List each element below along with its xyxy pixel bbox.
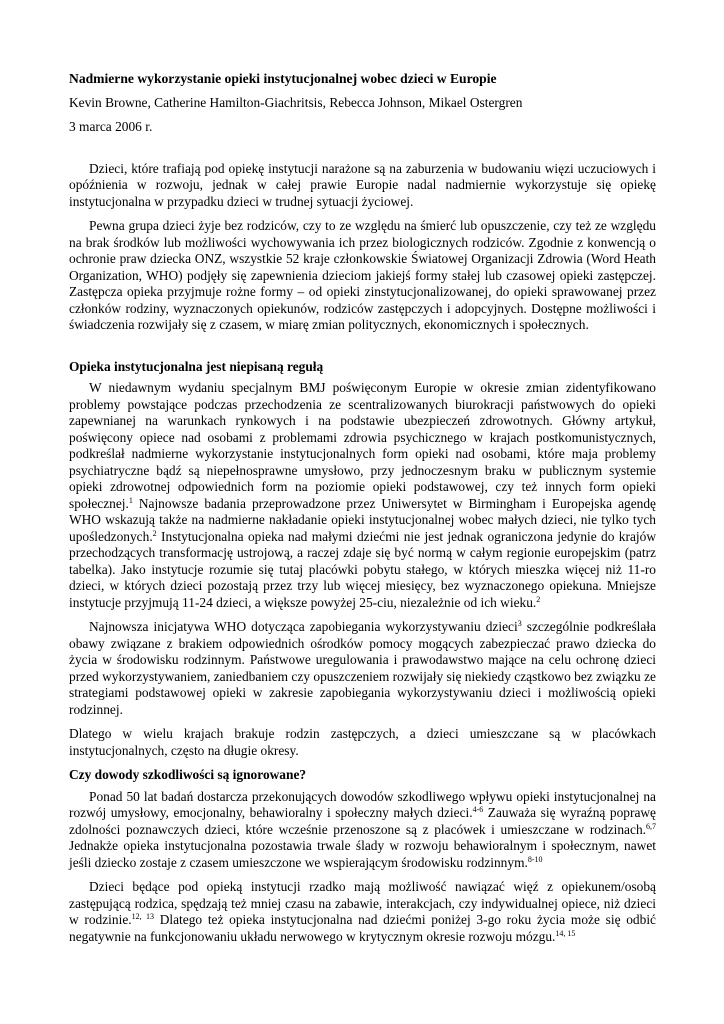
section-heading-institutional-care: Opieka instytucjonalna jest niepisaną regułą	[69, 358, 324, 374]
footnote-ref: 12, 13	[131, 912, 154, 921]
document-authors: Kevin Browne, Catherine Hamilton-Giachritsis, Rebecca Johnson, Mikael Ostergren	[69, 94, 523, 110]
intro-paragraph-2: Pewna grupa dzieci żyje bez rodziców, czy to ze względu na śmierć lub opuszczenie, czy też ze względu na brak środków lub możliwości wychowywania ich przez biologicznych rodziców. Zgodnie z konwencją o ochronie praw dziecka ONZ, wszystkie 52 kraje członkowskie Światowej Organizacji Zdrowia (Word Heath Organization, WHO) podjęły się zapewnienia dzieciom jakiejś formy stałej lub czasowej opieki zastępczej. Zastępcza opieka przyjmuje rożne formy – od opieki zinstytucjonalizowanej, do opieki sprawowanej przez członków rodziny, wyznaczonych opiekunów, rodziców zastępczych i adopcyjnych. Dostępne możliwości i świadczenia rozwijały się z czasem, w miarę zmian politycznych, ekonomicznych i społecznych.	[69, 218, 656, 332]
intro-paragraph-1: Dzieci, które trafiają pod opiekę instytucji narażone są na zaburzenia w budowaniu więzi uczuciowych i opóźnienia w rozwoju, jednak w całej prawie Europie nadal nadmiernie wykorzystuje się opiekę instytucjonalna w przypadku dzieci w trudnej sytuacji życiowej.	[69, 160, 656, 209]
section1-paragraph-3: Dlatego w wielu krajach brakuje rodzin zastępczych, a dzieci umieszczane są w placówkach instytucjonalnych, często na długie okresy.	[69, 726, 656, 758]
paragraph-text: Jednakże opieka instytucjonalna pozostawia trwale ślady w rozwoju behawioralnym i społecznym, nawet jeśli dziecko zostaje z czasem umieszczone we wspierającym środowisku rodzinnym.	[69, 838, 656, 870]
section2-paragraph-1	[69, 789, 656, 872]
document-date: 3 marca 2006 r.	[69, 119, 153, 134]
section1-paragraph-2	[69, 619, 656, 718]
section-heading-evidence-ignored: Czy dowody szkodliwości są ignorowane?	[69, 767, 307, 782]
paragraph-text: Dzieci będące pod opieką instytucji rzadko mają możliwość nawiązać więź z opiekunem/osobą zastępującą rodzica, spędzają też mniej czasu na zabawie, interakcjach, czy indywidualnej opiece, niż dzieci w rodzinie.	[69, 879, 656, 927]
footnote-ref: 8-10	[527, 854, 543, 864]
footnote-ref: 1	[128, 495, 133, 505]
footnote-ref: 2	[536, 594, 541, 604]
paragraph-text: Ponad 50 lat badań dostarcza przekonujących dowodów szkodliwego wpływu opieki instytucjonalnej na rozwój umysłowy, emocjonalny, behawioralny i społeczny małych dzieci.	[69, 788, 656, 820]
paragraph-text: Dlatego też opieka instytucjonalna nad dziećmi poniżej 3-go roku życia może się odbić negatywnie na funkcjonowaniu układu nerwowego w krytycznym okresie rozwoju mózgu.	[69, 912, 656, 944]
section2-paragraph-2	[69, 879, 656, 945]
paragraph-text: Instytucjonalna opieka nad małymi dziećmi nie jest jednak ograniczona jedynie do krajów przechodzących transformację ustrojową, a raczej zdaje się być normą w całym regionie europejskim (patrz tabelka). Jako instytucje rozumie się tutaj placówki pobytu stałego, w których mieszka więcej niż 11-ro dzieci, w których dzieci pozostają przez trzy lub więcej miesięcy, bez wyznaczonego opiekuna. Mniejsze instytucje przyjmują 11-24 dzieci, a większe powyżej 25-ciu, niezależnie od ich wieku.	[69, 528, 656, 610]
paragraph-text: Najnowsze badania przeprowadzone przez Uniwersytet w Birmingham i Europejska agendę WHO wskazują także na nadmierne nakładanie opieki instytucjonalnej wobec małych dzieci, nie tylko tych upośledzonych.	[69, 495, 656, 544]
footnote-ref: 4-6	[472, 805, 484, 814]
paragraph-text: W niedawnym wydaniu specjalnym BMJ poświęconym Europie w okresie zmian zidentyfikowano problemy powstające podczas przechodzenia ze scentralizowanych biurokracji państwowych do opieki zapewnianej na warunkach rynkowych i na podstawie ubezpieczeń zdrowotnych. Główny artykuł, poświęcony opiece nad osobami z problemami zdrowia psychicznego w krajach postkomunistycznych, podkreślał nadmierne wykorzystanie instytucjonalnych form opieki nad osobami, które maja problemy psychiatryczne bądź są niepełnosprawne umysłowo, przy jednoczesnym braku w publicznym systemie opieki zdrowotnej odpowiednich form na poziomie opieki podstawowej, czy też innych form opieki społecznej.	[69, 380, 656, 511]
paragraph-text: Najnowsza inicjatywa WHO dotycząca zapobiegania wykorzystywaniu dzieci	[89, 619, 518, 634]
footnote-ref: 3	[517, 619, 522, 628]
document-page	[69, 71, 656, 953]
paragraph-text: szczególnie podkreślała obawy związane z brakiem odpowiednich ośrodków pomocy mogących zabezpieczać prawo dziecka do życia w środowisku rodzinnym. Państwowe uregulowania i prawodawstwo mające na celu ochronę dzieci przed wykorzystywaniem, zaniedbaniem czy opuszczeniem rozwijały się niekiedy cząstkowo bez związku ze strategiami podstawowej opieki w zakresie zapobiegania wykorzystywaniu dzieci i możliwością opieki rodzinnej.	[69, 619, 657, 717]
footnote-ref: 6,7	[646, 821, 656, 831]
document-title: Nadmierne wykorzystanie opieki instytucjonalnej wobec dzieci w Europie	[69, 71, 497, 86]
footnote-ref: 2	[152, 528, 157, 538]
paragraph-text: Zauważa się wyraźną poprawę zdolności poznawczych dzieci, które wcześnie przenoszone są z placówek i umieszczane w rodzinach.	[69, 805, 656, 837]
section1-paragraph-1	[69, 380, 656, 611]
footnote-ref: 14, 15	[555, 928, 576, 938]
